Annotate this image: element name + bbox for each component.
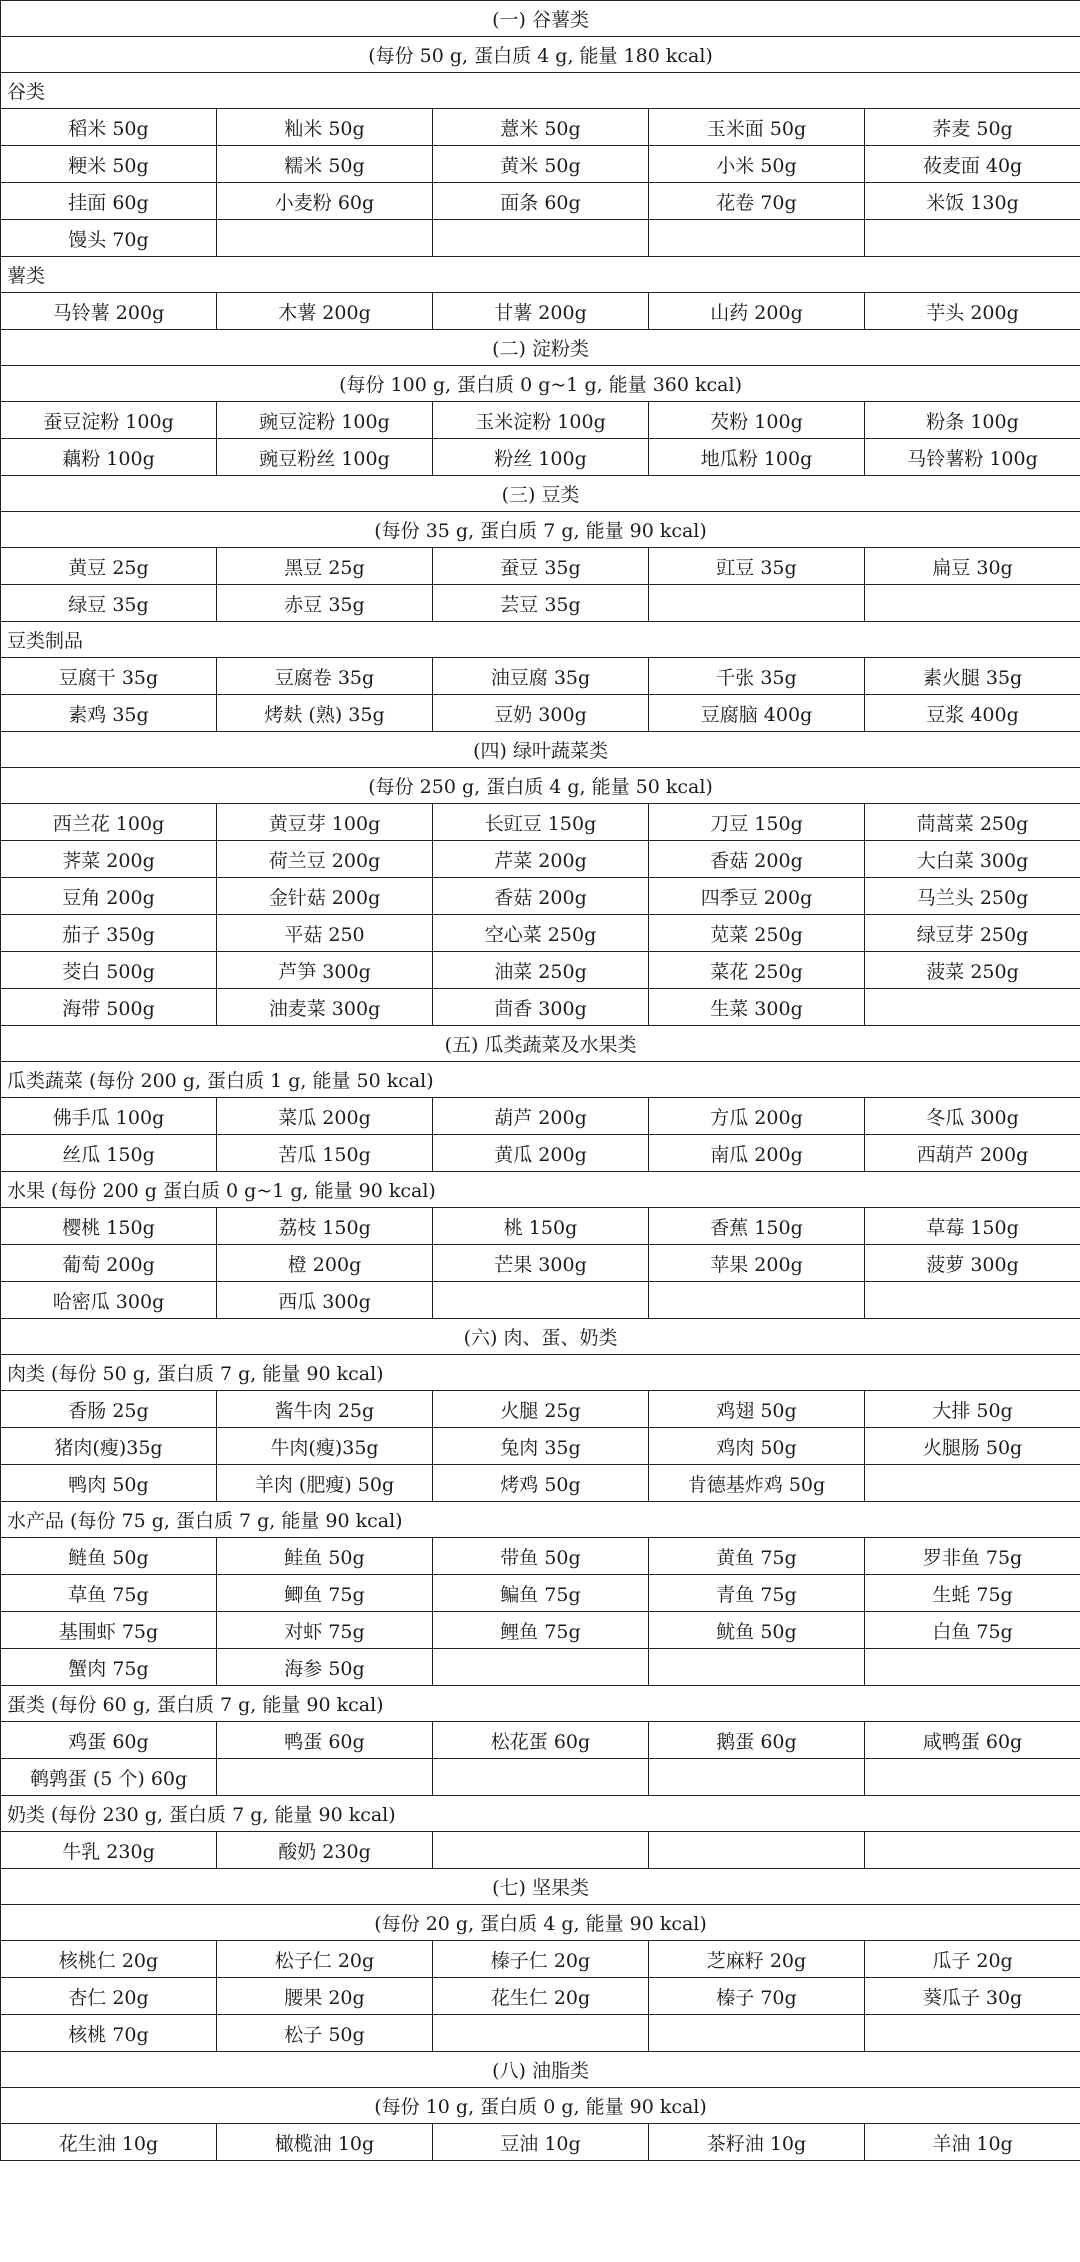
group-heading-row bbox=[1, 257, 1080, 293]
section-title-row bbox=[1, 732, 1080, 768]
table-row bbox=[1, 1465, 1080, 1502]
food-cell: 平菇 250 bbox=[217, 915, 433, 952]
food-cell: 南瓜 200g bbox=[649, 1135, 865, 1172]
food-cell bbox=[865, 1832, 1080, 1869]
food-cell: 酱牛肉 25g bbox=[217, 1391, 433, 1428]
food-cell: 苦瓜 150g bbox=[217, 1135, 433, 1172]
food-cell: 花生仁 20g bbox=[433, 1978, 649, 2015]
food-cell: 烤鸡 50g bbox=[433, 1465, 649, 1502]
food-cell: 金针菇 200g bbox=[217, 878, 433, 915]
food-cell: 空心菜 250g bbox=[433, 915, 649, 952]
food-cell: 长豇豆 150g bbox=[433, 804, 649, 841]
group-heading-row bbox=[1, 1062, 1080, 1098]
food-cell: 鸭蛋 60g bbox=[217, 1722, 433, 1759]
food-cell: 花卷 70g bbox=[649, 183, 865, 220]
food-cell: 苹果 200g bbox=[649, 1245, 865, 1282]
table-row bbox=[1, 2015, 1080, 2052]
food-cell: 鲢鱼 50g bbox=[1, 1538, 217, 1575]
table-row bbox=[1, 146, 1080, 183]
section-subtitle: (每份 10 g, 蛋白质 0 g, 能量 90 kcal) bbox=[1, 2088, 1080, 2124]
group-heading: 瓜类蔬菜 (每份 200 g, 蛋白质 1 g, 能量 50 kcal) bbox=[1, 1062, 1080, 1098]
food-cell: 粉条 100g bbox=[865, 402, 1080, 439]
food-cell bbox=[433, 2015, 649, 2052]
table-row bbox=[1, 1978, 1080, 2015]
food-cell: 菠菜 250g bbox=[865, 952, 1080, 989]
food-cell bbox=[649, 220, 865, 257]
food-cell: 面条 60g bbox=[433, 183, 649, 220]
food-cell: 丝瓜 150g bbox=[1, 1135, 217, 1172]
food-cell: 瓜子 20g bbox=[865, 1941, 1080, 1978]
food-cell bbox=[433, 220, 649, 257]
food-cell: 菜花 250g bbox=[649, 952, 865, 989]
food-cell: 茄子 350g bbox=[1, 915, 217, 952]
group-heading-row bbox=[1, 1172, 1080, 1208]
food-cell: 马兰头 250g bbox=[865, 878, 1080, 915]
food-cell: 生蚝 75g bbox=[865, 1575, 1080, 1612]
table-row bbox=[1, 585, 1080, 622]
food-cell bbox=[865, 989, 1080, 1026]
food-cell: 核桃仁 20g bbox=[1, 1941, 217, 1978]
food-cell: 荠菜 200g bbox=[1, 841, 217, 878]
food-cell: 猪肉(瘦)35g bbox=[1, 1428, 217, 1465]
group-heading-row bbox=[1, 1686, 1080, 1722]
food-cell: 火腿肠 50g bbox=[865, 1428, 1080, 1465]
food-cell: 海参 50g bbox=[217, 1649, 433, 1686]
food-cell: 对虾 75g bbox=[217, 1612, 433, 1649]
food-cell: 西瓜 300g bbox=[217, 1282, 433, 1319]
group-heading-row bbox=[1, 1355, 1080, 1391]
food-cell: 地瓜粉 100g bbox=[649, 439, 865, 476]
section-title: (三) 豆类 bbox=[1, 476, 1080, 512]
food-cell: 刀豆 150g bbox=[649, 804, 865, 841]
food-cell: 花生油 10g bbox=[1, 2124, 217, 2161]
food-cell: 黄米 50g bbox=[433, 146, 649, 183]
food-cell: 马铃薯 200g bbox=[1, 293, 217, 330]
food-cell: 松子 50g bbox=[217, 2015, 433, 2052]
table-row bbox=[1, 1575, 1080, 1612]
food-cell: 松子仁 20g bbox=[217, 1941, 433, 1978]
table-row bbox=[1, 658, 1080, 695]
food-cell bbox=[865, 220, 1080, 257]
food-cell: 桃 150g bbox=[433, 1208, 649, 1245]
table-row bbox=[1, 2124, 1080, 2161]
food-cell bbox=[865, 2015, 1080, 2052]
table-row bbox=[1, 402, 1080, 439]
food-cell: 西葫芦 200g bbox=[865, 1135, 1080, 1172]
food-cell: 鸡肉 50g bbox=[649, 1428, 865, 1465]
food-cell: 茭白 500g bbox=[1, 952, 217, 989]
group-heading-row bbox=[1, 622, 1080, 658]
section-subtitle: (每份 100 g, 蛋白质 0 g~1 g, 能量 360 kcal) bbox=[1, 366, 1080, 402]
table-row bbox=[1, 548, 1080, 585]
food-cell: 四季豆 200g bbox=[649, 878, 865, 915]
food-cell bbox=[433, 1282, 649, 1319]
food-cell: 榛子 70g bbox=[649, 1978, 865, 2015]
food-cell: 鸡蛋 60g bbox=[1, 1722, 217, 1759]
food-cell: 豆腐干 35g bbox=[1, 658, 217, 695]
table-row bbox=[1, 1208, 1080, 1245]
food-cell: 哈密瓜 300g bbox=[1, 1282, 217, 1319]
food-cell bbox=[649, 2015, 865, 2052]
section-title: (四) 绿叶蔬菜类 bbox=[1, 732, 1080, 768]
food-cell: 生菜 300g bbox=[649, 989, 865, 1026]
food-cell: 菠萝 300g bbox=[865, 1245, 1080, 1282]
section-title: (二) 淀粉类 bbox=[1, 330, 1080, 366]
food-cell: 菜瓜 200g bbox=[217, 1098, 433, 1135]
food-cell: 荷兰豆 200g bbox=[217, 841, 433, 878]
food-cell: 豆浆 400g bbox=[865, 695, 1080, 732]
food-cell: 茼蒿菜 250g bbox=[865, 804, 1080, 841]
food-cell: 小米 50g bbox=[649, 146, 865, 183]
food-cell: 鸡翅 50g bbox=[649, 1391, 865, 1428]
food-cell: 牛乳 230g bbox=[1, 1832, 217, 1869]
food-cell: 黑豆 25g bbox=[217, 548, 433, 585]
food-cell: 挂面 60g bbox=[1, 183, 217, 220]
food-cell: 橙 200g bbox=[217, 1245, 433, 1282]
table-row bbox=[1, 695, 1080, 732]
section-title-row bbox=[1, 1, 1080, 37]
table-row bbox=[1, 109, 1080, 146]
table-row bbox=[1, 804, 1080, 841]
food-cell: 米饭 130g bbox=[865, 183, 1080, 220]
food-cell: 鲑鱼 50g bbox=[217, 1538, 433, 1575]
table-row bbox=[1, 1098, 1080, 1135]
food-cell bbox=[649, 1759, 865, 1796]
table-row bbox=[1, 1428, 1080, 1465]
food-cell: 白鱼 75g bbox=[865, 1612, 1080, 1649]
food-cell: 橄榄油 10g bbox=[217, 2124, 433, 2161]
food-cell: 罗非鱼 75g bbox=[865, 1538, 1080, 1575]
food-cell: 草莓 150g bbox=[865, 1208, 1080, 1245]
section-title-row bbox=[1, 1319, 1080, 1355]
food-cell: 鲫鱼 75g bbox=[217, 1575, 433, 1612]
group-heading-row bbox=[1, 1796, 1080, 1832]
food-cell: 绿豆 35g bbox=[1, 585, 217, 622]
food-cell: 千张 35g bbox=[649, 658, 865, 695]
section-subtitle: (每份 250 g, 蛋白质 4 g, 能量 50 kcal) bbox=[1, 768, 1080, 804]
food-cell: 豆奶 300g bbox=[433, 695, 649, 732]
food-cell: 香肠 25g bbox=[1, 1391, 217, 1428]
food-cell bbox=[217, 220, 433, 257]
food-cell: 素鸡 35g bbox=[1, 695, 217, 732]
food-cell: 粉丝 100g bbox=[433, 439, 649, 476]
food-cell: 荞麦 50g bbox=[865, 109, 1080, 146]
food-cell bbox=[649, 1649, 865, 1686]
table-row bbox=[1, 183, 1080, 220]
group-heading: 水产品 (每份 75 g, 蛋白质 7 g, 能量 90 kcal) bbox=[1, 1502, 1080, 1538]
food-cell: 鹅蛋 60g bbox=[649, 1722, 865, 1759]
table-row bbox=[1, 1245, 1080, 1282]
group-heading: 蛋类 (每份 60 g, 蛋白质 7 g, 能量 90 kcal) bbox=[1, 1686, 1080, 1722]
section-title: (七) 坚果类 bbox=[1, 1869, 1080, 1905]
table-row bbox=[1, 952, 1080, 989]
food-cell: 蟹肉 75g bbox=[1, 1649, 217, 1686]
food-cell bbox=[433, 1649, 649, 1686]
table-row bbox=[1, 293, 1080, 330]
food-cell: 鲤鱼 75g bbox=[433, 1612, 649, 1649]
food-cell: 青鱼 75g bbox=[649, 1575, 865, 1612]
food-cell: 黄瓜 200g bbox=[433, 1135, 649, 1172]
food-cell: 荔枝 150g bbox=[217, 1208, 433, 1245]
food-cell: 杏仁 20g bbox=[1, 1978, 217, 2015]
food-cell: 豆油 10g bbox=[433, 2124, 649, 2161]
food-cell bbox=[865, 1465, 1080, 1502]
food-cell bbox=[217, 1759, 433, 1796]
food-cell bbox=[649, 1282, 865, 1319]
food-cell: 葫芦 200g bbox=[433, 1098, 649, 1135]
section-subtitle: (每份 20 g, 蛋白质 4 g, 能量 90 kcal) bbox=[1, 1905, 1080, 1941]
group-heading: 水果 (每份 200 g 蛋白质 0 g~1 g, 能量 90 kcal) bbox=[1, 1172, 1080, 1208]
food-cell: 松花蛋 60g bbox=[433, 1722, 649, 1759]
section-subtitle-row bbox=[1, 1905, 1080, 1941]
food-cell bbox=[865, 1282, 1080, 1319]
food-cell: 豇豆 35g bbox=[649, 548, 865, 585]
table-row bbox=[1, 1649, 1080, 1686]
food-cell: 羊油 10g bbox=[865, 2124, 1080, 2161]
section-title-row bbox=[1, 1026, 1080, 1062]
table-row bbox=[1, 989, 1080, 1026]
table-row bbox=[1, 841, 1080, 878]
food-cell: 豆角 200g bbox=[1, 878, 217, 915]
section-subtitle: (每份 50 g, 蛋白质 4 g, 能量 180 kcal) bbox=[1, 37, 1080, 73]
food-cell: 佛手瓜 100g bbox=[1, 1098, 217, 1135]
food-cell: 葡萄 200g bbox=[1, 1245, 217, 1282]
group-heading-row bbox=[1, 73, 1080, 109]
table-row bbox=[1, 1538, 1080, 1575]
section-title-row bbox=[1, 1869, 1080, 1905]
food-cell: 樱桃 150g bbox=[1, 1208, 217, 1245]
group-heading: 谷类 bbox=[1, 73, 1080, 109]
food-cell: 带鱼 50g bbox=[433, 1538, 649, 1575]
food-cell: 咸鸭蛋 60g bbox=[865, 1722, 1080, 1759]
section-subtitle-row bbox=[1, 512, 1080, 548]
food-cell: 蚕豆淀粉 100g bbox=[1, 402, 217, 439]
food-cell: 大排 50g bbox=[865, 1391, 1080, 1428]
section-subtitle-row bbox=[1, 366, 1080, 402]
food-cell: 苋菜 250g bbox=[649, 915, 865, 952]
food-cell: 豆腐卷 35g bbox=[217, 658, 433, 695]
food-cell: 豆腐脑 400g bbox=[649, 695, 865, 732]
food-cell: 薏米 50g bbox=[433, 109, 649, 146]
table-row bbox=[1, 915, 1080, 952]
food-cell: 葵瓜子 30g bbox=[865, 1978, 1080, 2015]
food-cell: 豌豆淀粉 100g bbox=[217, 402, 433, 439]
food-cell: 基围虾 75g bbox=[1, 1612, 217, 1649]
group-heading-row bbox=[1, 1502, 1080, 1538]
food-cell: 茴香 300g bbox=[433, 989, 649, 1026]
food-cell: 山药 200g bbox=[649, 293, 865, 330]
food-cell: 木薯 200g bbox=[217, 293, 433, 330]
food-cell: 蚕豆 35g bbox=[433, 548, 649, 585]
food-cell: 黄豆芽 100g bbox=[217, 804, 433, 841]
section-subtitle-row bbox=[1, 37, 1080, 73]
food-cell: 方瓜 200g bbox=[649, 1098, 865, 1135]
group-heading: 奶类 (每份 230 g, 蛋白质 7 g, 能量 90 kcal) bbox=[1, 1796, 1080, 1832]
food-cell bbox=[865, 585, 1080, 622]
food-cell bbox=[865, 1759, 1080, 1796]
food-cell: 大白菜 300g bbox=[865, 841, 1080, 878]
food-cell: 羊肉 (肥瘦) 50g bbox=[217, 1465, 433, 1502]
food-cell: 香菇 200g bbox=[433, 878, 649, 915]
food-cell bbox=[433, 1759, 649, 1796]
food-cell: 油麦菜 300g bbox=[217, 989, 433, 1026]
section-title: (五) 瓜类蔬菜及水果类 bbox=[1, 1026, 1080, 1062]
food-cell: 芝麻籽 20g bbox=[649, 1941, 865, 1978]
food-cell: 榛子仁 20g bbox=[433, 1941, 649, 1978]
food-cell: 芡粉 100g bbox=[649, 402, 865, 439]
food-cell: 烤麸 (熟) 35g bbox=[217, 695, 433, 732]
food-cell: 香菇 200g bbox=[649, 841, 865, 878]
food-cell: 糯米 50g bbox=[217, 146, 433, 183]
section-title: (一) 谷薯类 bbox=[1, 1, 1080, 37]
food-cell: 茶籽油 10g bbox=[649, 2124, 865, 2161]
food-cell: 酸奶 230g bbox=[217, 1832, 433, 1869]
food-cell: 鱿鱼 50g bbox=[649, 1612, 865, 1649]
group-heading: 豆类制品 bbox=[1, 622, 1080, 658]
food-cell: 黄豆 25g bbox=[1, 548, 217, 585]
section-title: (八) 油脂类 bbox=[1, 2052, 1080, 2088]
table-row bbox=[1, 439, 1080, 476]
food-cell: 豌豆粉丝 100g bbox=[217, 439, 433, 476]
table-row bbox=[1, 1832, 1080, 1869]
food-cell: 鳊鱼 75g bbox=[433, 1575, 649, 1612]
table-row bbox=[1, 1135, 1080, 1172]
section-subtitle-row bbox=[1, 2088, 1080, 2124]
food-cell: 芸豆 35g bbox=[433, 585, 649, 622]
food-cell: 兔肉 35g bbox=[433, 1428, 649, 1465]
food-cell: 海带 500g bbox=[1, 989, 217, 1026]
food-cell: 小麦粉 60g bbox=[217, 183, 433, 220]
section-title: (六) 肉、蛋、奶类 bbox=[1, 1319, 1080, 1355]
food-cell: 粳米 50g bbox=[1, 146, 217, 183]
section-title-row bbox=[1, 330, 1080, 366]
section-title-row bbox=[1, 2052, 1080, 2088]
table-row bbox=[1, 1282, 1080, 1319]
food-cell: 油豆腐 35g bbox=[433, 658, 649, 695]
food-cell: 莜麦面 40g bbox=[865, 146, 1080, 183]
food-cell: 绿豆芽 250g bbox=[865, 915, 1080, 952]
food-cell bbox=[649, 585, 865, 622]
food-cell: 冬瓜 300g bbox=[865, 1098, 1080, 1135]
table-row bbox=[1, 878, 1080, 915]
food-cell: 马铃薯粉 100g bbox=[865, 439, 1080, 476]
food-cell: 馒头 70g bbox=[1, 220, 217, 257]
food-cell: 黄鱼 75g bbox=[649, 1538, 865, 1575]
table-row bbox=[1, 1941, 1080, 1978]
food-cell: 油菜 250g bbox=[433, 952, 649, 989]
food-cell: 核桃 70g bbox=[1, 2015, 217, 2052]
food-cell: 芹菜 200g bbox=[433, 841, 649, 878]
food-cell: 扁豆 30g bbox=[865, 548, 1080, 585]
table-row bbox=[1, 1722, 1080, 1759]
group-heading: 薯类 bbox=[1, 257, 1080, 293]
food-cell: 草鱼 75g bbox=[1, 1575, 217, 1612]
food-cell: 芦笋 300g bbox=[217, 952, 433, 989]
section-title-row bbox=[1, 476, 1080, 512]
food-cell bbox=[433, 1832, 649, 1869]
food-cell: 芋头 200g bbox=[865, 293, 1080, 330]
food-cell: 素火腿 35g bbox=[865, 658, 1080, 695]
table-row bbox=[1, 1391, 1080, 1428]
food-cell: 腰果 20g bbox=[217, 1978, 433, 2015]
food-cell: 玉米面 50g bbox=[649, 109, 865, 146]
food-cell: 芒果 300g bbox=[433, 1245, 649, 1282]
food-cell: 玉米淀粉 100g bbox=[433, 402, 649, 439]
food-cell: 稻米 50g bbox=[1, 109, 217, 146]
food-cell: 肯德基炸鸡 50g bbox=[649, 1465, 865, 1502]
food-cell: 火腿 25g bbox=[433, 1391, 649, 1428]
food-cell bbox=[865, 1649, 1080, 1686]
section-subtitle: (每份 35 g, 蛋白质 7 g, 能量 90 kcal) bbox=[1, 512, 1080, 548]
food-cell: 藕粉 100g bbox=[1, 439, 217, 476]
food-cell bbox=[649, 1832, 865, 1869]
table-row bbox=[1, 220, 1080, 257]
section-subtitle-row bbox=[1, 768, 1080, 804]
food-cell: 籼米 50g bbox=[217, 109, 433, 146]
group-heading: 肉类 (每份 50 g, 蛋白质 7 g, 能量 90 kcal) bbox=[1, 1355, 1080, 1391]
table-row bbox=[1, 1759, 1080, 1796]
food-cell: 香蕉 150g bbox=[649, 1208, 865, 1245]
food-cell: 鹌鹑蛋 (5 个) 60g bbox=[1, 1759, 217, 1796]
food-cell: 牛肉(瘦)35g bbox=[217, 1428, 433, 1465]
food-cell: 西兰花 100g bbox=[1, 804, 217, 841]
food-cell: 鸭肉 50g bbox=[1, 1465, 217, 1502]
food-cell: 甘薯 200g bbox=[433, 293, 649, 330]
food-cell: 赤豆 35g bbox=[217, 585, 433, 622]
table-row bbox=[1, 1612, 1080, 1649]
